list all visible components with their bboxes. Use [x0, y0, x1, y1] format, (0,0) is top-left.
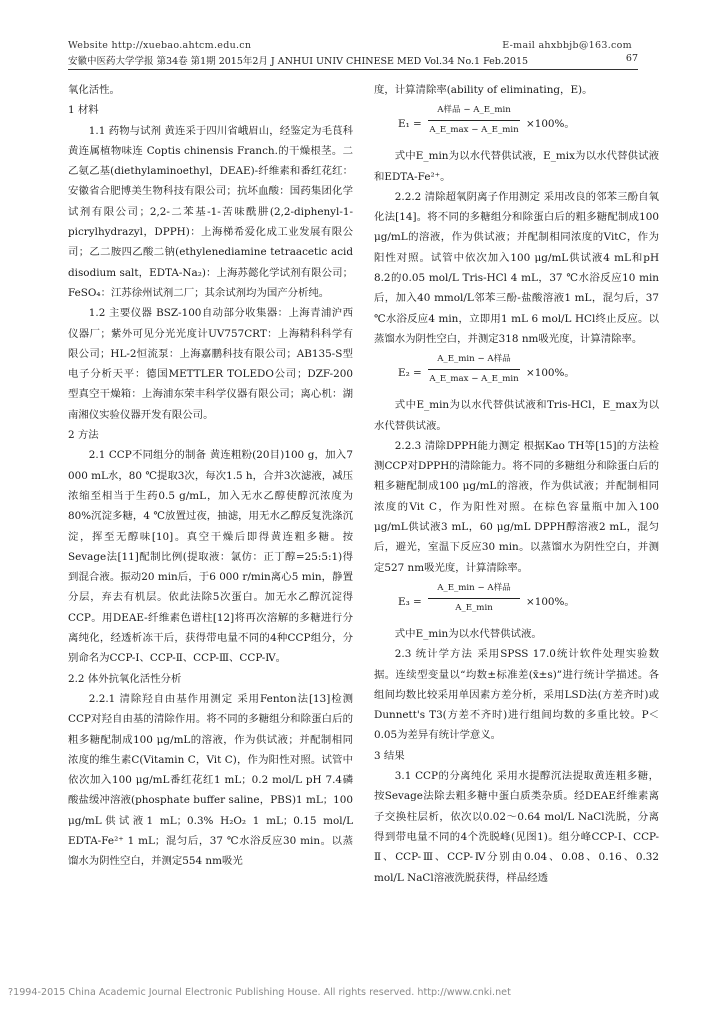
header-rule: [68, 69, 638, 70]
right-column: [374, 80, 659, 888]
formula-e2: [374, 351, 659, 393]
section-heading-materials: 1 材料: [68, 104, 99, 117]
formula-e3-legend: 式中E_min为以水代替供试液。: [394, 627, 542, 640]
continuation-line: 氧化活性。: [68, 84, 120, 96]
copyright-footer: ?1994-2015 China Academic Journal Electronic Publishing House. All rights reserved. http://www.cnki.net: [8, 987, 511, 998]
continuation-line-right: 度，计算清除率(ability of eliminating，E)。: [374, 84, 593, 96]
formula-e3-numerator: A_E_min − A样品: [428, 580, 520, 599]
formula-e1-denominator: A_E_max − A_E_min: [429, 125, 519, 136]
paragraph-dpph: 2.2.3 清除DPPH能力测定 根据Kao TH等[15]的方法检测CCP对DPPH的清除能力。将不同的多糖组分和除蛋白后的粗多糖配制成100 μg/mL的溶液，作为供试液；并配制相同浓度的Vit C，作为阳性对照。在棕色容量瓶中加入100 μg/mL供试液3 mL，60 μg/mL DPPH醇溶液2 mL，混匀后，避光，室温下反应30 min。以蒸馏水为阴性空白，并测定527 nm吸光度，计算清除率。: [374, 439, 659, 574]
formula-e3-denominator: A_E_min: [455, 602, 493, 613]
formula-e1-lhs: E₁ =: [398, 118, 422, 131]
paragraph-superoxide: 2.2.2 清除超氧阴离子作用测定 采用改良的邻苯三酚自氧化法[14]。将不同的多糖组分和除蛋白后的粗多糖配制成100 μg/mL的溶液，作为供试液；并配制相同浓度的VitC，作为阳性对照。试管中依次加入100 μg/mL供试液4 mL和pH 8.2的0.05 mol/L Tris-HCl 4 mL，37 ℃水浴反应10 min后，加入40 mmol/L邻苯三酚-盐酸溶液1 mL，混匀后，37 ℃水浴反应4 min，立即用1 mL 6 mol/L HCl终止反应。以蒸馏水为阴性空白，并测定318 nm吸光度，计算清除率。: [374, 190, 659, 345]
left-column: [68, 80, 353, 872]
running-header-journal: [68, 53, 638, 67]
formula-e3-lhs: E₃ =: [398, 595, 422, 608]
formula-e1-legend: 式中E_min为以水代替供试液，E_mix为以水代替供试液和EDTA-Fe²⁺。: [374, 150, 659, 183]
formula-e1-tail: ×100%。: [526, 118, 575, 131]
formula-e1-numerator: A样品 − A_E_min: [428, 102, 520, 121]
formula-e1-fraction: [428, 102, 520, 138]
paragraph-instruments: 1.2 主要仪器 BSZ-100自动部分收集器：上海青浦沪西仪器厂；紫外可见分光光度计UV757CRT：上海精科科学有限公司；HL-2恒流泵：上海嘉鹏科技有限公司；AB135-S型电子分析天平：德国METTLER TOLEDO公司；DZF-200型真空干燥箱：上海浦东荣丰科学仪器有限公司；离心机：湖南湘仪实验仪器开发有限公司。: [68, 307, 353, 421]
formula-e2-numerator: A_E_min − A样品: [428, 351, 520, 370]
paragraph-drugs-reagents: 1.1 药物与试剂 黄连采于四川省峨眉山，经鉴定为毛茛科黄连属植物味连 Coptis chinensis Franch.的干燥根茎。二乙氨乙基(diethylaminoethyl，DEAE)-纤维素和番红花红：安徽省合肥博美生物科技有限公司；抗坏血酸：国药集团化学试剂有限公司；2,2-二苯基-1-苦味酰肼(2,2-diphenyl-1-picrylhydrazyl，DPPH)：上海梯希爱化成工业发展有限公司；乙二胺四乙酸二钠(ethylenediamine tetraacetic acid disodium salt，EDTA-Na₂)：上海苏懿化学试剂有限公司；FeSO₄：江苏徐州试剂二厂；其余试剂均为国产分析纯。: [68, 124, 353, 299]
page-number: 67: [625, 53, 638, 64]
formula-e2-denominator: A_E_max − A_E_min: [429, 374, 519, 385]
journal-title: 安徽中医药大学学报 第34卷 第1期 2015年2月 J ANHUI UNIV CHINESE MED Vol.34 No.1 Feb.2015: [68, 56, 529, 67]
formula-e1: [374, 102, 659, 144]
section-heading-results: 3 结果: [374, 749, 405, 762]
paragraph-ccp-preparation: 2.1 CCP不同组分的制备 黄连粗粉(20目)100 g，加入7 000 mL水，80 ℃提取3次，每次1.5 h，合并3次滤液，减压浓缩至相当于生药0.5 g/mL，加入无水乙醇使醇沉浓度为80%沉淀多糖，4 ℃放置过夜，抽滤，用无水乙醇反复洗涤沉淀，挥至无醇味[10]。真空干燥后即得黄连粗多糖。按Sevage法[11]配制比例(提取液：氯仿：正丁醇=25:5:1)得到混合液。振动20 min后，于6 000 r/min离心5 min，静置分层，弃去有机层。依此法除5次蛋白。加无水乙醇沉淀得CCP。用DEAE-纤维素色谱柱[12]将再次溶解的多糖进行分离纯化，经透析冻干后，获得带电量不同的4种CCP组分，分别命名为CCP-Ⅰ、CCP-Ⅱ、CCP-Ⅲ、CCP-Ⅳ。: [68, 449, 353, 665]
website-text[interactable]: Website http://xuebao.ahtcm.edu.cn: [68, 40, 252, 51]
paragraph-statistics: 2.3 统计学方法 采用SPSS 17.0统计软件处理实验数据。连续型变量以“均数±标准差(x̄±s)”进行统计学描述。各组间均数比较采用单因素方差分析，采用LSD法(方差齐时)或Dunnett's T3(方差不齐时)进行组间均数的多重比较。P＜0.05为差异有统计学意义。: [374, 648, 659, 742]
formula-e2-legend: 式中E_min为以水代替供试液和Tris-HCl，E_max为以水代替供试液。: [374, 399, 659, 432]
email-text[interactable]: E-mail ahxbbjb@163.com: [502, 40, 632, 51]
formula-e3-fraction: [428, 580, 520, 616]
formula-e3-tail: ×100%。: [526, 595, 575, 608]
formula-e2-fraction: [428, 351, 520, 387]
paragraph-ccp-separation: 3.1 CCP的分离纯化 采用水提醇沉法提取黄连粗多糖，按Sevage法除去粗多糖中蛋白质类杂质。经DEAE纤维素离子交换柱层析，依次以0.02～0.64 mol/L NaCl洗脱，分离得到带电量不同的4个洗脱峰(见图1)。组分峰CCP-Ⅰ、CCP-Ⅱ、CCP-Ⅲ、CCP-Ⅳ分别由0.04、0.08、0.16、0.32 mol/L NaCl溶液洗脱获得，样品经透: [374, 770, 659, 884]
paragraph-hydroxyl-radical: 2.2.1 清除羟自由基作用测定 采用Fenton法[13]检测CCP对羟自由基的清除作用。将不同的多糖组分和除蛋白后的粗多糖配制成100 μg/mL的溶液，作为供试液；并配制相同浓度的维生素C(Vitamin C，Vit C)，作为阳性对照。试管中依次加入100 μg/mL番红花红1 mL；0.2 mol/L pH 7.4磷酸盐缓冲溶液(phosphate buffer saline，PBS)1 mL；100 μg/mL供试液1 mL；0.3% H₂O₂ 1 mL；0.15 mol/L EDTA-Fe²⁺ 1 mL；混匀后，37 ℃水浴反应30 min。以蒸馏水为阴性空白，并测定554 nm吸光: [68, 692, 353, 868]
subsection-heading-antioxidant: 2.2 体外抗氧化活性分析: [68, 672, 182, 685]
formula-e2-tail: ×100%。: [526, 367, 575, 380]
formula-e2-lhs: E₂ =: [398, 367, 422, 380]
formula-e3: [374, 580, 659, 622]
section-heading-methods: 2 方法: [68, 429, 99, 442]
